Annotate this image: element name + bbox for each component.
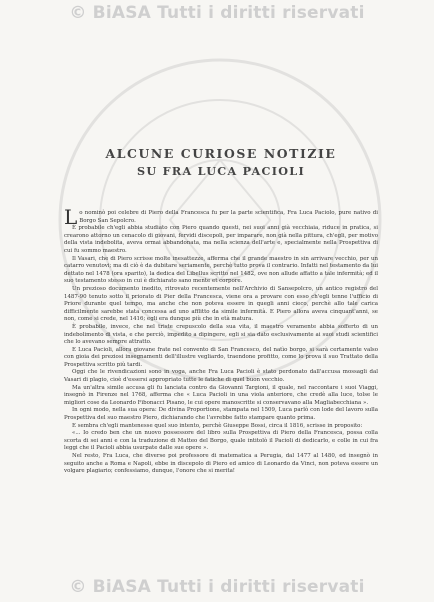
paragraph: Un prezioso documento inedito, ritrovato recentemente nell'Archivio di Sansepolcro, un antico registro del 1487-90 tenuto sotto il priorato di Pier della Francesca, viene ora a provare con esso ch'egli tenne l'ufficio di Priore durante quel tempo, ma anche che non poteva essere in quegli anni cieco, perchè allo tale carica difficilmente sarebbe stata concessa ad uno afflitto da simile infermità. E Piero allora aveva cinquant'anni, se non, come si crede, nel 1416; egli era dunque più che in età matura. — [64, 285, 378, 323]
paragraph: È probabile ch'egli abbia studiato con Piero quando questi, nei suoi anni già vecchiaia, riduce in pratica, si crearono attorno un cenacolo di giovani, fervidi discepoli, per imparare, non già nella pittura, ch'egli, per motivo della vista indebolita, aveva ormai abbandonata, ma nella scienza dell'arte e, specialmente nella Prospettiva di cui fu sommo maestro. — [64, 225, 378, 254]
document-page — [64, 146, 378, 476]
document-subtitle: SU FRA LUCA PACIOLI — [137, 164, 305, 178]
drop-cap: L — [64, 205, 78, 229]
paragraph: Nel resto, Fra Luca, che diverse poi professore di matematica a Perugia, dal 1477 al 1480, ed insegnò in seguito anche a Roma e Napoli, ebbe in discepolo di Piero ed amico di Leonardo da Vinci, non poteva essere un volgare plagiario; confessiamo, dunque, l'onore che si merita! — [64, 453, 378, 475]
paragraph: Oggi che le rivendicazioni sono in voga, anche Fra Luca Pacioli è stato perdonato dall'accusa mossagli dal Vasari di plagio, cioè d'essersi appropriato tutte le fatiche di quel buon vecchio. — [64, 369, 378, 384]
watermark-top: © BiASA Tutti i diritti riservati — [69, 3, 365, 23]
document-body — [64, 205, 378, 476]
paragraph: «... Io credo ben che un nuovo possessore del libro sulla Prospettiva di Piero della Francesca, possa colla scorta di sei anni e con la traduzione di Matteo del Borgo, quale intitolò il Pacioli di dedicarlo, e colle in cui fra leggi che il Pacioli abbia usurpate dalle sue opere ». — [64, 430, 378, 452]
paragraph: E Luca Pacioli, allora giovane frate nel convento di San Francesco, del natìo borgo, si sarà certamente valso con gioia dei preziosi insegnamenti dell'illustre vegliardo, traendone profitto, come lo prova il suo Trattato della Prospettiva scritto più tardi. — [64, 346, 378, 368]
paragraph: Lo nominò poi celebre di Piero della Francesca fu per la parte scientifica, Fra Luca Paciolo, pure nativo di Borgo San Sepolcro. — [64, 205, 378, 229]
paragraph: E sembra ch'egli mantenesse quel suo intento, perchè Giuseppe Bossi, circa il 1816, scrisse in proposito: — [72, 422, 363, 429]
paragraph: Il Vasari, che di Piero scrisse molte inesattezze, afferma che il grande maestro in sin arrivare vecchio, per un catarro venutovi; ma di ciò è da dubitare seriamente, perchè tutto prova il contrario. Infatti nel testamento da lui dettato nel 1478 (ora sparito), la dedica del Libellus scritto nel 1482, ove non allude affatto a tale infermità; ed il suo testamento stesso in cui è dichiarato sano mente et corpore. — [64, 255, 378, 285]
document-title: ALCUNE CURIOSE NOTIZIE — [105, 146, 337, 161]
watermark-bottom: © BiASA Tutti i diritti riservati — [69, 577, 365, 597]
paragraph: In ogni modo, nella sua opera: De divina Proportione, stampata nel 1509, Luca parlò con lode del lavoro sulla Prospettiva del suo maestro Piero, dichiarando che l'avrebbe fatto stampare quanto prima. — [64, 407, 378, 422]
paragraph: È probabile, invece, che nel triste crepuscolo della sua vita, il maestro veramente abbia sofferto di un indebolimento di vista, e che perciò, impedito a dipingere, egli si sia dato esclusivamente ai suoi studi scientifici che lo avevano sempre attratto. — [64, 323, 378, 346]
paragraph: Ma un'altra simile accusa gli fu lanciata contro da Giovanni Targioni, il quale, nel raccontare i suoi Viaggi, insegnò in Firenze nel 1768, afferma che « Luca Pacioli in una viola anteriore, che credè alla luce, tolse le migliori cose da Leonardo Fibonacci Pisano, le cui opere manoscritte si conservavano alla Magliabecchiana ». — [64, 384, 378, 406]
